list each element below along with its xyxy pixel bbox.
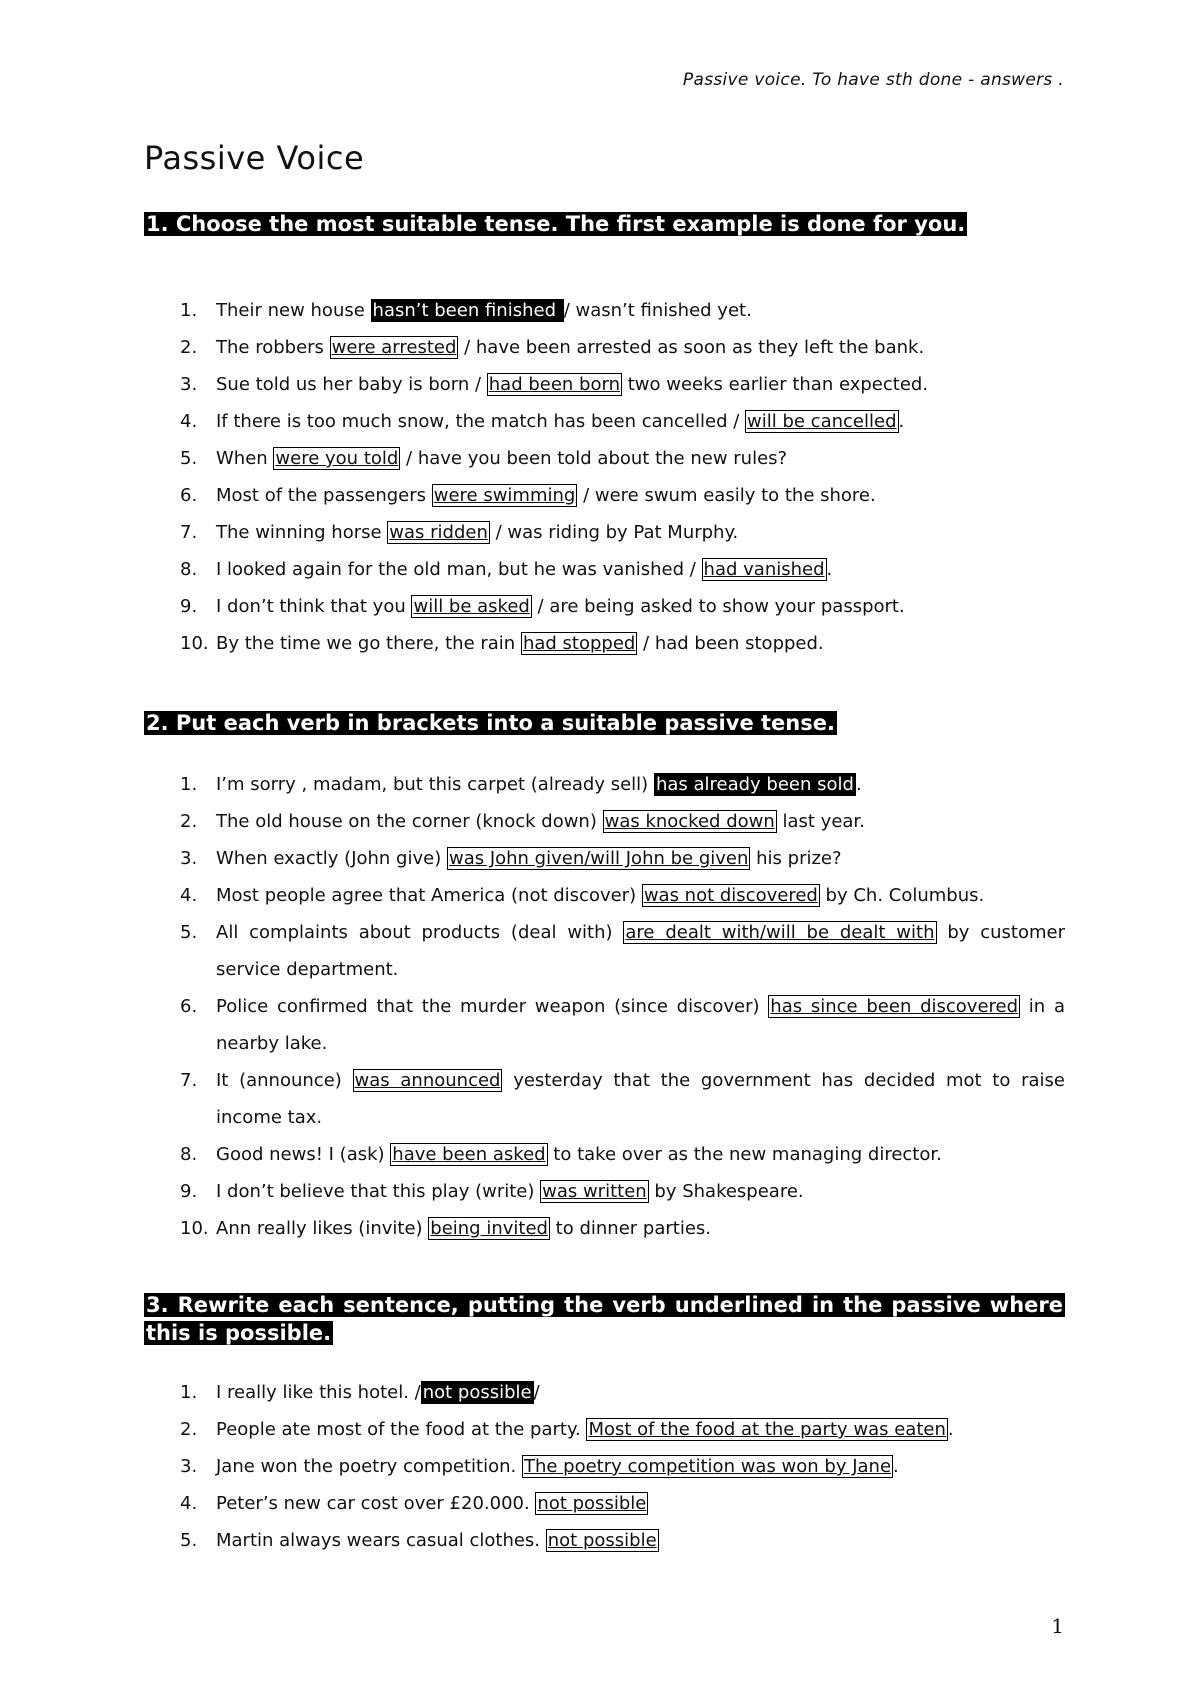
section-1-list — [144, 292, 1065, 662]
list-item: 1. I really like this hotel. / not possible / — [180, 1382, 540, 1403]
list-item: 7. The winning horse was ridden / was riding by Pat Murphy. — [180, 522, 739, 543]
answer-box: was knocked down — [604, 811, 775, 832]
answer-box: have been asked — [392, 1144, 546, 1165]
list-item: 8. Good news! I (ask) have been asked to take over as the new managing director. — [180, 1144, 942, 1165]
list-item: 8. I looked again for the old man, but he was vanished / had vanished . — [180, 559, 833, 580]
list-item: 9. I don’t think that you will be asked / are being asked to show your passport. — [180, 596, 905, 617]
answer-box: not possible — [537, 1493, 647, 1514]
list-item: 6. Police confirmed that the murder weapon (since discover) has since been discovered in a nearby lake. — [180, 996, 1065, 1054]
answer-box: Most of the food at the party was eaten — [588, 1419, 946, 1440]
answer-box: had stopped — [522, 633, 636, 654]
list-item: 4. Peter’s new car cost over £20.000. not possible — [180, 1493, 647, 1514]
list-item: 2. People ate most of the food at the party. Most of the food at the party was eaten . — [180, 1419, 954, 1440]
list-item: 3. Sue told us her baby is born / had been born two weeks earlier than expected. — [180, 374, 929, 395]
answer-box: was announced — [354, 1070, 501, 1091]
answer-box: The poetry competition was won by Jane — [523, 1456, 892, 1477]
answer-highlight: not possible — [422, 1382, 532, 1403]
list-item: 4. Most people agree that America (not discover) was not discovered by Ch. Columbus. — [180, 885, 985, 906]
list-item: 2. The old house on the corner (knock down) was knocked down last year. — [180, 811, 865, 832]
answer-box: was ridden — [389, 522, 488, 543]
section-2-heading: 2. Put each verb in brackets into a suitable passive tense. — [146, 711, 835, 735]
answer-box: not possible — [547, 1530, 657, 1551]
list-item: 10. By the time we go there, the rain had stopped / had been stopped. — [180, 633, 824, 654]
list-item: 1. I’m sorry , madam, but this carpet (already sell) has already been sold . — [180, 774, 862, 795]
document-title: Passive Voice — [144, 139, 365, 177]
answer-box: was written — [542, 1181, 647, 1202]
list-item: 2. The robbers were arrested / have been arrested as soon as they left the bank. — [180, 337, 925, 358]
section-2-list — [144, 766, 1065, 1247]
answer-box: are dealt with/will be dealt with — [625, 922, 935, 943]
answer-highlight: has already been sold — [655, 774, 854, 795]
answer-box: had been born — [488, 374, 620, 395]
list-item: 4. If there is too much snow, the match has been cancelled / will be cancelled . — [180, 411, 905, 432]
list-item: 6. Most of the passengers were swimming / were swum easily to the shore. — [180, 485, 876, 506]
section-1-heading: 1. Choose the most suitable tense. The first example is done for you. — [146, 212, 966, 236]
answer-highlight: hasn’t been finished — [372, 300, 562, 321]
list-item: 5. All complaints about products (deal with) are dealt with/will be dealt with by customer service department. — [180, 922, 1066, 980]
list-item: 5. When were you told / have you been told about the new rules? — [180, 448, 788, 469]
section-3-heading: 3. Rewrite each sentence, putting the verb underlined in the passive where this is possible. — [146, 1293, 1063, 1345]
answer-box: was John given/will John be given — [448, 848, 749, 869]
list-item: 10. Ann really likes (invite) being invited to dinner parties. — [180, 1218, 711, 1239]
list-item: 3. Jane won the poetry competition. The poetry competition was won by Jane . — [180, 1456, 899, 1477]
answer-box: has since been discovered — [770, 996, 1019, 1017]
answer-box: were you told — [275, 448, 399, 469]
answer-box: had vanished — [703, 559, 825, 580]
answer-box: will be cancelled — [747, 411, 897, 432]
list-item: 5. Martin always wears casual clothes. not possible — [180, 1530, 657, 1551]
page-number: 1 — [1051, 1614, 1064, 1638]
answer-box: were swimming — [433, 485, 576, 506]
list-item: 3. When exactly (John give) was John given/will John be given his prize? — [180, 848, 842, 869]
answer-box: were arrested — [331, 337, 457, 358]
section-3-list — [144, 1374, 1065, 1559]
running-header: Passive voice. To have sth done - answers . — [682, 70, 1064, 90]
list-item: 9. I don’t believe that this play (write) was written by Shakespeare. — [180, 1181, 804, 1202]
list-item: 7. It (announce) was announced yesterday that the government has decided mot to raise income tax. — [180, 1070, 1065, 1128]
answer-box: was not discovered — [643, 885, 818, 906]
list-item: 1. Their new house hasn’t been finished / wasn’t finished yet. — [180, 300, 752, 321]
answer-box: will be asked — [413, 596, 530, 617]
answer-box: being invited — [430, 1218, 548, 1239]
